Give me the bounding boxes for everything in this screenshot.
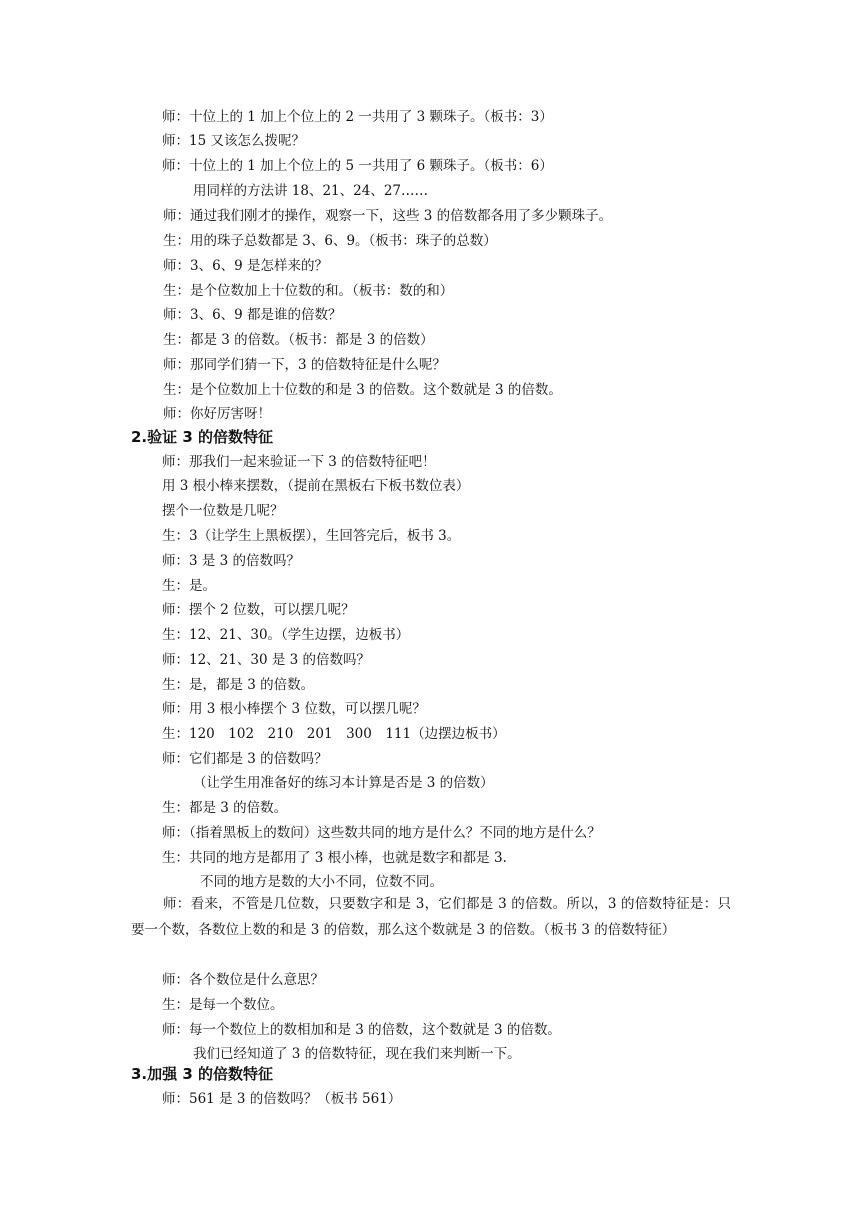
dialogue-line: 生：是个位数加上十位数的和是 3 的倍数。这个数就是 3 的倍数。 — [163, 382, 562, 398]
dialogue-line: 生：是。 — [162, 578, 216, 594]
dialogue-line: 师：通过我们刚才的操作，观察一下，这些 3 的倍数都各用了多少颗珠子。 — [163, 208, 613, 224]
narration-line: 不同的地方是数的大小不同，位数不同。 — [200, 874, 443, 890]
narration-line: 用同样的方法讲 18、21、24、27…… — [193, 183, 429, 199]
narration-line: 用 3 根小棒来摆数，（提前在黑板右下板书数位表） — [162, 478, 470, 494]
dialogue-line: 师：摆个 2 位数，可以摆几呢？ — [162, 602, 355, 618]
dialogue-line: 师：12、21、30 是 3 的倍数吗？ — [162, 652, 370, 668]
dialogue-line: 生：12、21、30。（学生边摆，边板书） — [162, 627, 410, 643]
dialogue-paragraph: 师：看来，不管是几位数，只要数字和是 3，它们都是 3 的倍数。所以，3 的倍数特征是：只要一个数，各数位上数的和是 3 的倍数，那么这个数就是 3 的倍数。（板书 3 的倍数特征） — [131, 896, 731, 938]
dialogue-line: 生：120 102 210 201 300 111（边摆边板书） — [162, 726, 506, 742]
dialogue-line: 生：3（让学生上黑板摆），生回答完后，板书 3。 — [162, 528, 461, 544]
narration-line: 我们已经知道了 3 的倍数特征，现在我们来判断一下。 — [193, 1046, 521, 1062]
dialogue-line: 师：3 是 3 的倍数吗？ — [162, 553, 301, 569]
dialogue-line: 师：那同学们猜一下，3 的倍数特征是什么呢？ — [163, 357, 446, 373]
dialogue-line: 师：十位上的 1 加上个位上的 2 一共用了 3 颗珠子。（板书：3） — [162, 109, 553, 125]
dialogue-line: 师：561 是 3 的倍数吗？（板书 561） — [162, 1091, 402, 1107]
dialogue-line: 师：十位上的 1 加上个位上的 5 一共用了 6 颗珠子。（板书：6） — [162, 158, 553, 174]
section-heading: 3.加强 3 的倍数特征 — [131, 1065, 274, 1083]
dialogue-line: 生：是，都是 3 的倍数。 — [162, 677, 315, 693]
dialogue-line: 生：都是 3 的倍数。（板书：都是 3 的倍数） — [163, 332, 434, 348]
section-heading: 2.验证 3 的倍数特征 — [131, 428, 274, 446]
dialogue-line: 生：共同的地方是都用了 3 根小棒，也就是数字和都是 3. — [162, 850, 507, 866]
dialogue-line: 师：每一个数位上的数相加和是 3 的倍数，这个数就是 3 的倍数。 — [162, 1022, 561, 1038]
dialogue-line: 生：是个位数加上十位数的和。（板书：数的和） — [163, 283, 454, 299]
narration-line: 摆个一位数是几呢？ — [162, 503, 284, 519]
dialogue-line: 师：用 3 根小棒摆个 3 位数，可以摆几呢？ — [162, 701, 426, 717]
dialogue-line: 师：它们都是 3 的倍数吗？ — [162, 751, 328, 767]
dialogue-line: 师：各个数位是什么意思？ — [162, 972, 324, 988]
narration-line: （让学生用准备好的练习本计算是否是 3 的倍数） — [193, 775, 494, 791]
dialogue-line: 生：是每一个数位。 — [162, 997, 284, 1013]
dialogue-line: 师：3、6、9 是怎样来的？ — [163, 258, 329, 274]
dialogue-line: 师：15 又该怎么拨呢？ — [162, 133, 305, 149]
dialogue-line: 师：（指着黑板上的数问）这些数共同的地方是什么？不同的地方是什么？ — [162, 825, 601, 841]
dialogue-line: 师：你好厉害呀！ — [163, 406, 271, 422]
dialogue-line: 生：用的珠子总数都是 3、6、9。（板书：珠子的总数） — [163, 233, 497, 249]
dialogue-line: 师：3、6、9 都是谁的倍数？ — [163, 307, 342, 323]
dialogue-line: 师：那我们一起来验证一下 3 的倍数特征吧！ — [162, 454, 436, 470]
dialogue-line: 生：都是 3 的倍数。 — [162, 800, 288, 816]
